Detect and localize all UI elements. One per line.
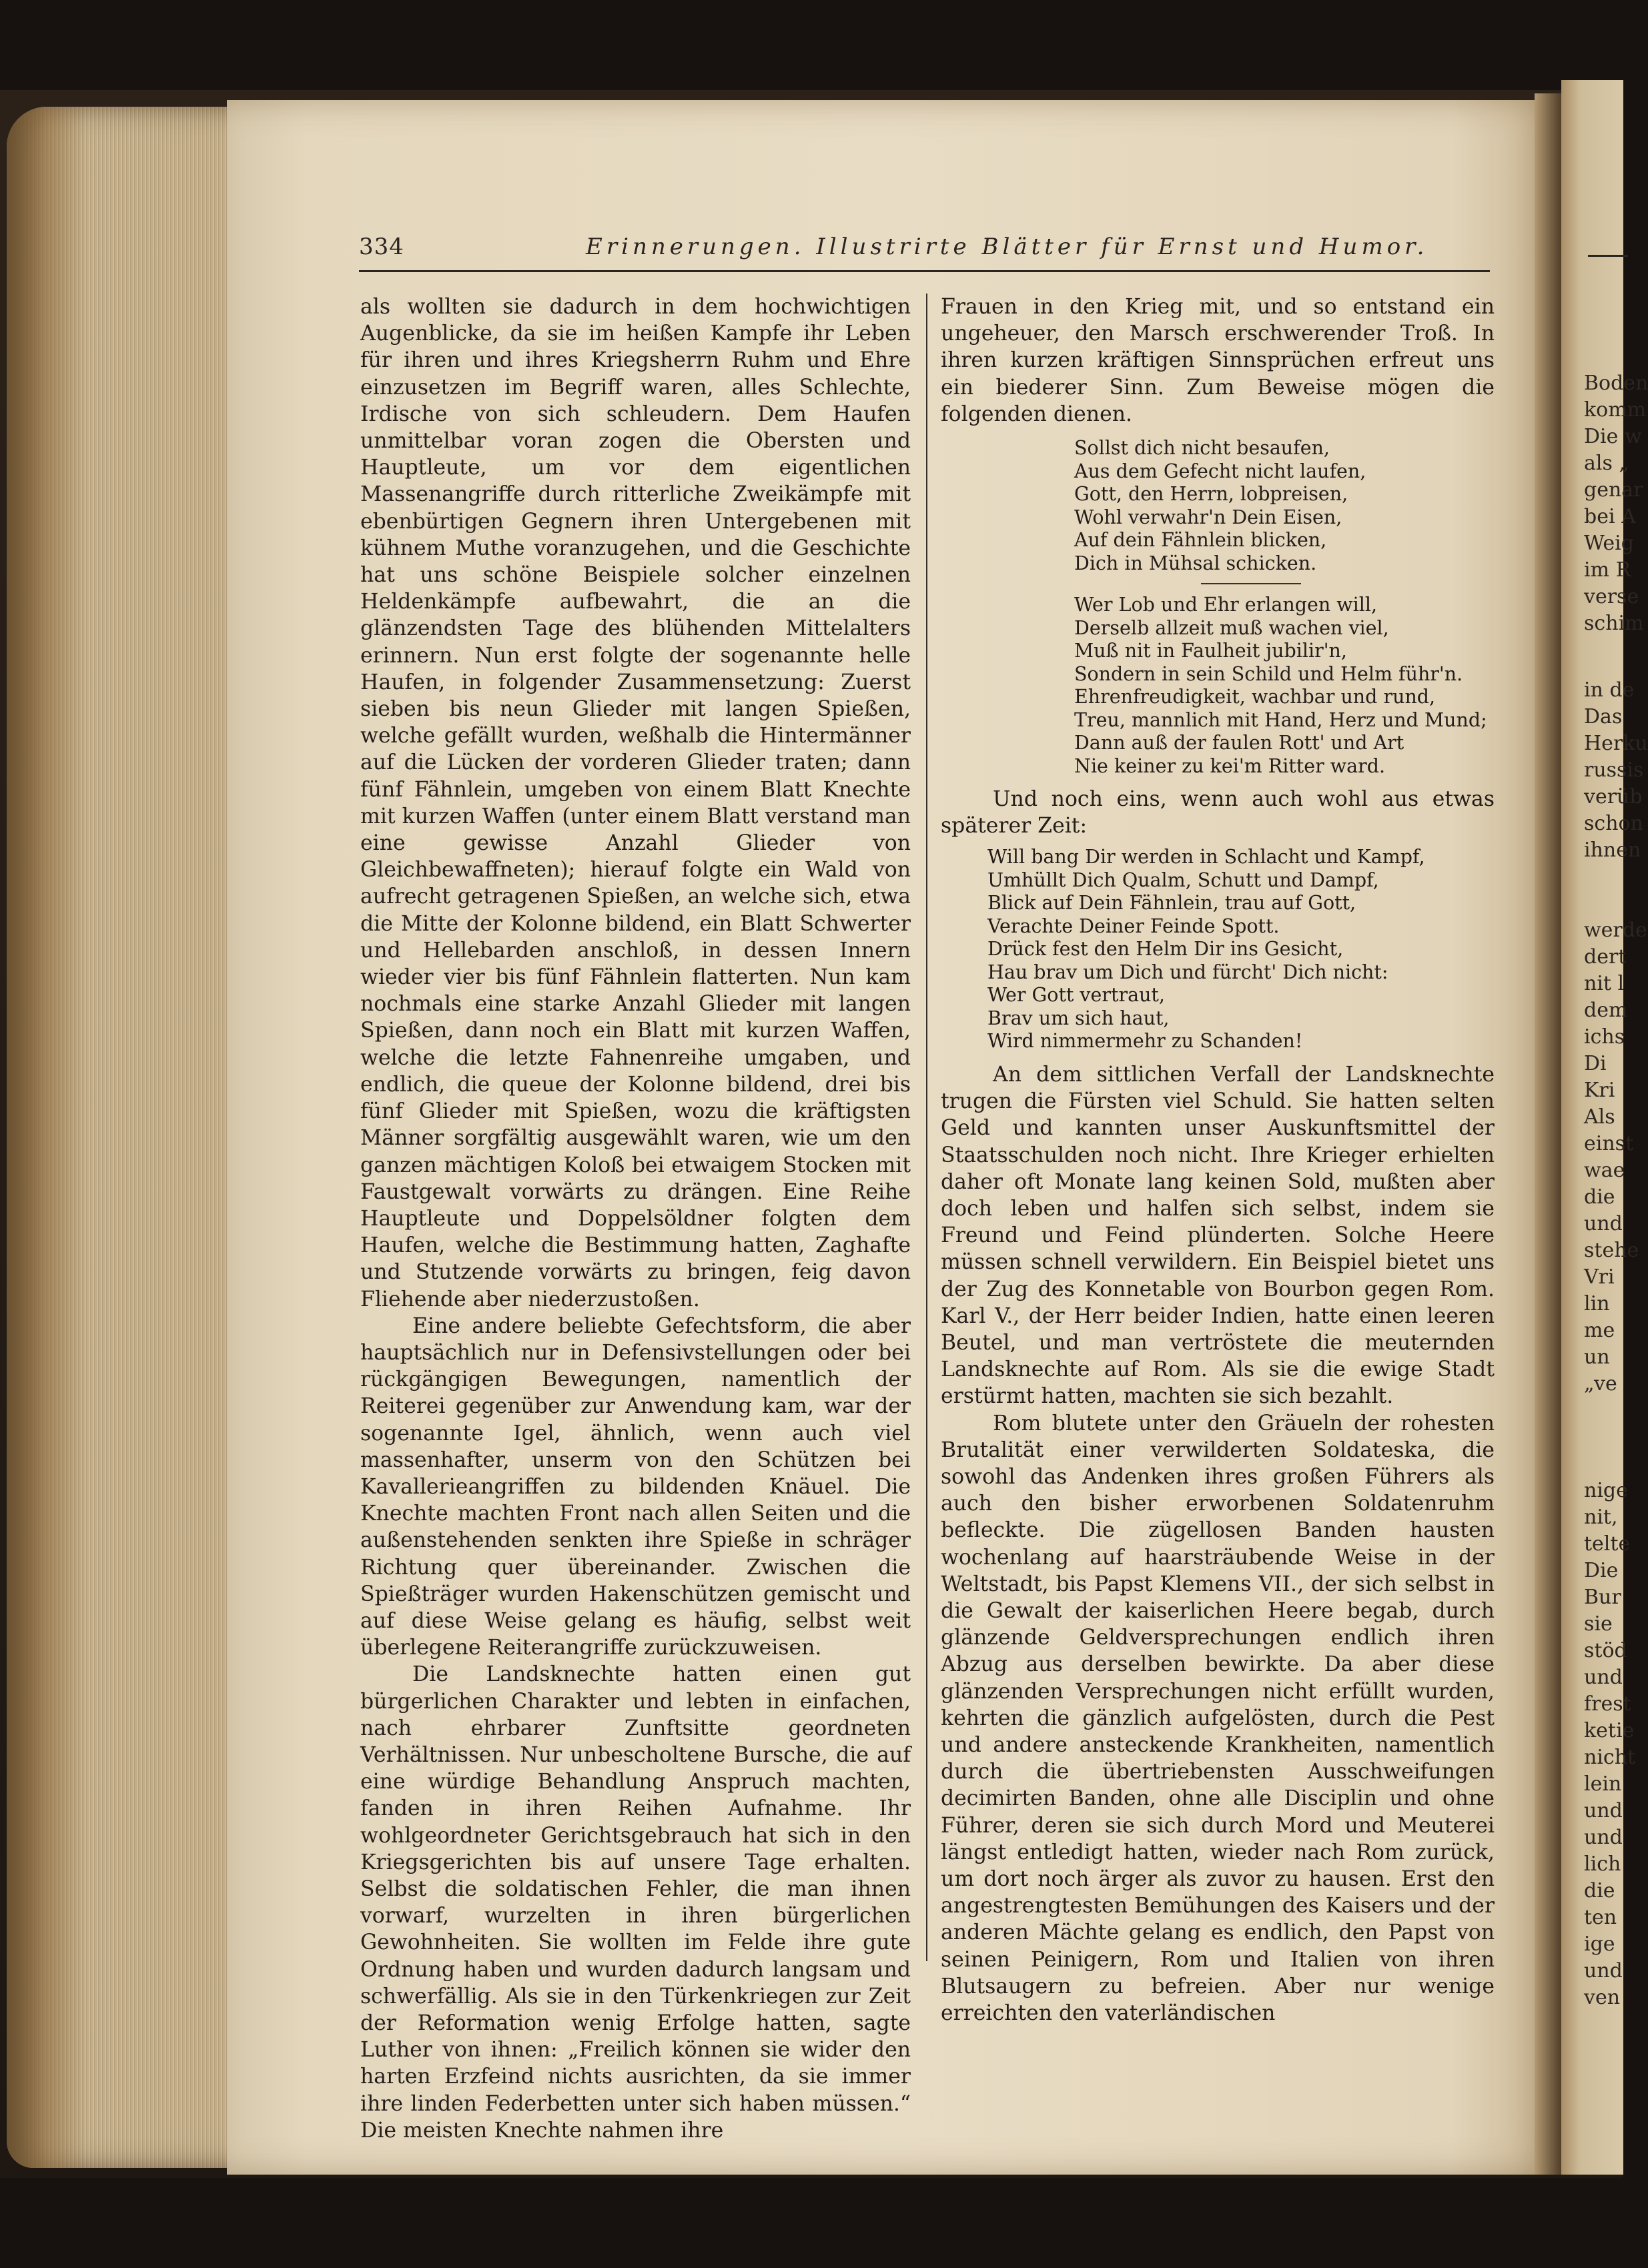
left-paragraph-1: als wollten sie dadurch in dem hochwichtigen Augenblicke, da sie im heißen Kampfe ihr Leben für ihren und ihres Kriegsherrn Ruhm und Ehre einzusetzen im Begriff waren, alles Schlechte, Irdische von sich schleudern. Dem Haufen unmittelbar voran zogen die Obersten und Hauptleute, um vor dem eigentlichen Massenangriffe durch ritterliche Zweikämpfe mit ebenbürtigen Gegnern ihren Untergebenen mit kühnem Muthe voranzugehen, und die Geschichte hat uns schöne Beispiele solcher einzelnen Heldenkämpfe aufbewahrt, die an die glänzendsten Tage des blühenden Mittelalters erinnern. Nun erst folgte der sogenannte helle Haufen, in folgender Zusammensetzung: Zuerst sieben bis neun Glieder mit langen Spießen, welche gefällt wurden, weßhalb die Hintermänner auf die Lücken der vorderen Glieder traten; dann fünf Fähnlein, umgeben von einem Blatt Knechte mit kurzen Waffen (unter einem Blatt verstand man eine gewisse Anzahl Glieder von Gleichbewaffneten); hierauf folgte ein Wald von aufrecht getragenen Spießen, an welche sich, etwa die Mitte der Kolonne bildend, ein Blatt Schwerter und Hellebarden anschloß, in dessen Innern wieder vier bis fünf Fähnlein flatterten. Nun kam nochmals eine starke Anzahl Glieder mit langen Spießen, dann noch ein Blatt mit kurzen Waffen, welche die letzte Fahnenreihe umgaben, und endlich, die queue der Kolonne bildend, drei bis fünf Glieder mit Spießen, wozu die kräftigsten Männer sorgfältig ausgewählt waren, wie um den ganzen mächtigen Koloß bei etwaigem Stocken mit Faustgewalt vorwärts zu drängen. Eine Reihe Hauptleute und Doppelsöldner folgten dem Haufen, welche die Bestimmung hatten, Zaghafte und Stutzende vorwärts zu bringen, feig davon Fliehende aber niederzustoßen. xyxy=(360,295,911,1311)
next-page-fragment: bei A xyxy=(1584,505,1636,528)
next-page-fragment: nit l xyxy=(1584,972,1625,995)
next-page-fragment: un xyxy=(1584,1345,1610,1369)
next-page-fragment: russis xyxy=(1584,758,1644,782)
verse-2-line: Treu, mannlich mit Hand, Herz und Mund; xyxy=(1074,708,1487,731)
next-page-fragment: schon xyxy=(1584,812,1643,835)
next-page-fragment: werde xyxy=(1584,919,1647,942)
next-page-fragment: Die xyxy=(1584,1559,1619,1582)
next-page-fragment: Boden xyxy=(1584,372,1648,395)
next-page-fragment: in de xyxy=(1584,678,1635,702)
next-page-fragment: als „ xyxy=(1584,452,1629,475)
left-paragraph-2: Eine andere beliebte Gefechtsform, die aber hauptsächlich nur in Defensivstellungen oder bei rückgängigen Bewegungen, namentlich der Reiterei gegenüber zur Anwendung kam, war der sogenannte Igel, ähnlich, wenn auch viel massenhafter, unserm von den Schützen bei Kavallerieangriffen zu bildenden Knäuel. Die Knechte machten Front nach allen Seiten und die außenstehenden senkten ihre Spieße in schräger Richtung quer übereinander. Zwischen die Spießträger wurden Hakenschützen gemischt und auf diese Weise gelang es häufig, selbst weit überlegene Reiterangriffe zurückzuweisen. xyxy=(360,1313,911,1660)
next-page-fragment: stöd xyxy=(1584,1639,1627,1662)
verse-2-line: Nie keiner zu kei'm Ritter ward. xyxy=(1074,754,1386,777)
next-page-fragment: einst xyxy=(1584,1132,1634,1155)
next-page-header-rule xyxy=(1588,255,1628,257)
next-page-fragment: und xyxy=(1584,1799,1623,1822)
verse-3-line: Wird nimmermehr zu Schanden! xyxy=(987,1030,1303,1053)
verse-3-line: Blick auf Dein Fähnlein, trau auf Gott, xyxy=(987,892,1356,915)
next-page-fragment: Das xyxy=(1584,705,1623,728)
verse-3-line: Drück fest den Helm Dir ins Gesicht, xyxy=(987,938,1344,961)
next-page-fragment: ihnen xyxy=(1584,838,1641,862)
verse-3-line: Wer Gott vertraut, xyxy=(987,984,1165,1007)
verse-separator-rule xyxy=(1201,583,1301,584)
next-page-fragment: ige xyxy=(1584,1932,1615,1956)
next-page-fragment: und xyxy=(1584,1959,1623,1982)
verse-3-line: Umhüllt Dich Qualm, Schutt und Dampf, xyxy=(987,869,1379,891)
next-page-fragment: lich xyxy=(1584,1852,1621,1876)
verse-2-line: Wer Lob und Ehr erlangen will, xyxy=(1074,594,1378,616)
next-page-fragment: ven xyxy=(1584,1986,1621,2009)
verse-1-line: Aus dem Gefecht nicht laufen, xyxy=(1074,460,1366,482)
verse-2 xyxy=(941,594,1495,778)
next-page-fragment: Vri xyxy=(1584,1265,1615,1289)
next-page-fragment: nit, xyxy=(1584,1506,1618,1529)
next-page-fragment: schim xyxy=(1584,612,1644,635)
next-page-fragment: me xyxy=(1584,1319,1615,1342)
next-page-fragment: und xyxy=(1584,1212,1623,1235)
next-page-fragment: stehe xyxy=(1584,1239,1639,1262)
verse-1 xyxy=(941,437,1495,575)
page-header xyxy=(359,233,1493,267)
next-page-fragment: Als xyxy=(1584,1105,1615,1129)
next-page-fragment: lin xyxy=(1584,1292,1610,1315)
verse-3-line: Will bang Dir werden in Schlacht und Kampf, xyxy=(987,846,1425,869)
next-page-sliver xyxy=(1561,80,1648,2175)
next-page-fragment: die xyxy=(1584,1185,1615,1209)
right-paragraph-2: Rom blutete unter den Gräueln der rohesten Brutalität einer verwilderten Soldateska, die sowohl das Andenken ihres großen Führers als auch den bisher erworbenen Soldatenruhm befleckte. Die zügellosen Banden hausten wochenlang auf haarsträubende Weise in der Weltstadt, bis Papst Klemens VII., der sich selbst in die Gewalt der kaiserlichen Heere begab, durch glänzende Geldversprechungen endlich ihren Abzug aus derselben bewirkte. Da aber diese glänzenden Versprechungen nicht erfüllt wurden, kehrten die gänzlich aufgelösten, durch die Pest und andere ansteckende Krankheiten, namentlich durch die übertriebensten Ausschweifungen decimirten Banden, ohne alle Disciplin und ohne Führer, deren sie sich durch Mord und Meuterei längst entledigt hatten, wieder nach Rom zurück, um dort noch ärger als zuvor zu hausen. Erst den angestrengtesten Bemühungen des Kaisers und der anderen Mächte gelang es endlich, den Papst von seinen Peinigern, Rom und Italien von ihren Blutsaugern zu befreien. Aber nur wenige erreichten den vaterländischen xyxy=(941,1411,1495,2026)
next-page-fragment: verüb xyxy=(1584,785,1643,808)
right-paragraph-1: An dem sittlichen Verfall der Landsknechte trugen die Fürsten viel Schuld. Sie hatten selten Geld und kannten unser Auskunftsmittel der Staatsschulden noch nicht. Ihre Krieger erhielten daher oft Monate lang keinen Sold, mußten aber doch leben und halfen sich selbst, indem sie Freund und Feind plünderten. Solche Heere müssen schnell verwildern. Ein Beispiel bietet uns der Zug des Konnetable von Bourbon gegen Rom. Karl V., der Herr beider Indien, hatte einen leeren Beutel, und man vertröstete die meuternden Landsknechte auf Rom. Als sie die ewige Stadt erstürmt hatten, machten sie sich bezahlt. xyxy=(941,1062,1495,1409)
verse-3 xyxy=(941,846,1495,1053)
verse-3-line: Brav um sich haut, xyxy=(987,1007,1170,1029)
verse-1-line: Sollst dich nicht besaufen, xyxy=(1074,437,1330,460)
verse-2-line: Muß nit in Faulheit jubilir'n, xyxy=(1074,640,1347,662)
page-number: 334 xyxy=(359,233,404,260)
verse-2-line: Derselb allzeit muß wachen viel, xyxy=(1074,616,1389,639)
header-rule xyxy=(359,270,1490,272)
next-page-fragment: „ve xyxy=(1584,1372,1617,1395)
verse-2-line: Dann auß der faulen Rott' und Art xyxy=(1074,732,1404,754)
page-edges-stack xyxy=(7,107,240,2168)
left-column xyxy=(360,294,911,2144)
next-page-fragment: und xyxy=(1584,1826,1623,1849)
verse-1-line: Dich in Mühsal schicken. xyxy=(1074,552,1317,574)
running-title: Erinnerungen. Illustrirte Blätter für Ernst und Humor. xyxy=(586,233,1428,260)
verse-1-line: Gott, den Herrn, lobpreisen, xyxy=(1074,483,1348,506)
next-page-fragment: dem xyxy=(1584,999,1628,1022)
next-page-fragment: telte xyxy=(1584,1532,1631,1556)
next-page-fragment: ketie xyxy=(1584,1719,1635,1742)
next-page-fragment: wae xyxy=(1584,1159,1625,1182)
next-page-fragment: die xyxy=(1584,1879,1615,1902)
verse-3-line: Verachte Deiner Feinde Spott. xyxy=(987,915,1280,937)
next-page-fragment: Bur xyxy=(1584,1586,1621,1609)
next-page-fragment: Weig xyxy=(1584,532,1634,555)
next-page-fragment: verse xyxy=(1584,585,1639,608)
verse-3-line: Hau brav um Dich und fürcht' Dich nicht: xyxy=(987,961,1388,983)
next-page-fragment: im R xyxy=(1584,558,1631,582)
left-paragraph-3: Die Landsknechte hatten einen gut bürgerlichen Charakter und lebten in einfachen, nach ehrbarer Zunftsitte geordneten Verhältnissen. Nur unbescholtene Bursche, die auf eine würdige Behandlung Anspruch machten, fanden in ihren Reihen Aufnahme. Ihr wohlgeordneter Gerichtsgebrauch hat sich in den Kriegsgerichten bis auf unsere Tage erhalten. Selbst die soldatischen Fehler, die man ihnen vorwarf, wurzelten in ihren bürgerlichen Gewohnheiten. Sie wollten im Felde ihre gute Ordnung haben und wurden dadurch langsam und schwerfällig. Als sie in den Türkenkriegen zur Zeit der Reformation wenig Erfolge hatten, sagte Luther von ihnen: „Freilich können sie wider den harten Erzfeind nichts ausrichten, da sie immer ihre linden Federbetten unter sich haben müssen.“ Die meisten Knechte nahmen ihre xyxy=(360,1662,911,2143)
next-page-fragment: und xyxy=(1584,1666,1623,1689)
next-page-fragment: dert xyxy=(1584,945,1627,969)
verse-2-line: Ehrenfreudigkeit, wachbar und rund, xyxy=(1074,686,1436,708)
verse-2-line: Sondern in sein Schild und Helm führ'n. xyxy=(1074,662,1463,685)
next-page-fragment: lein xyxy=(1584,1772,1622,1796)
right-intro-paragraph: Frauen in den Krieg mit, und so entstand ein ungeheuer, den Marsch erschwerender Troß. In ihren kurzen kräftigen Sinnsprüchen erfreut uns ein biederer Sinn. Zum Beweise mögen die folgenden dienen. xyxy=(941,295,1495,426)
next-page-fragment: ten xyxy=(1584,1906,1617,1929)
next-page-fragment: Die w xyxy=(1584,425,1642,448)
next-page-fragment: genar xyxy=(1584,478,1643,502)
verse-1-line: Wohl verwahr'n Dein Eisen, xyxy=(1074,506,1342,528)
next-page-fragment: frest xyxy=(1584,1692,1631,1716)
next-page-fragment: nicht xyxy=(1584,1746,1636,1769)
next-page-fragment: sie xyxy=(1584,1612,1613,1636)
next-page-fragment: nige xyxy=(1584,1479,1628,1502)
next-page-fragment: Kri xyxy=(1584,1079,1615,1102)
next-page-fragment: komm xyxy=(1584,398,1647,422)
right-bridge-paragraph: Und noch eins, wenn auch wohl aus etwas späterer Zeit: xyxy=(941,787,1495,838)
right-column xyxy=(941,294,1495,2027)
verse-1-line: Auf dein Fähnlein blicken, xyxy=(1074,529,1327,552)
next-page-fragment: ichs xyxy=(1584,1025,1625,1049)
next-page-fragment: Herku xyxy=(1584,732,1648,755)
next-page-fragment: Di xyxy=(1584,1052,1607,1075)
column-divider xyxy=(926,294,927,1961)
